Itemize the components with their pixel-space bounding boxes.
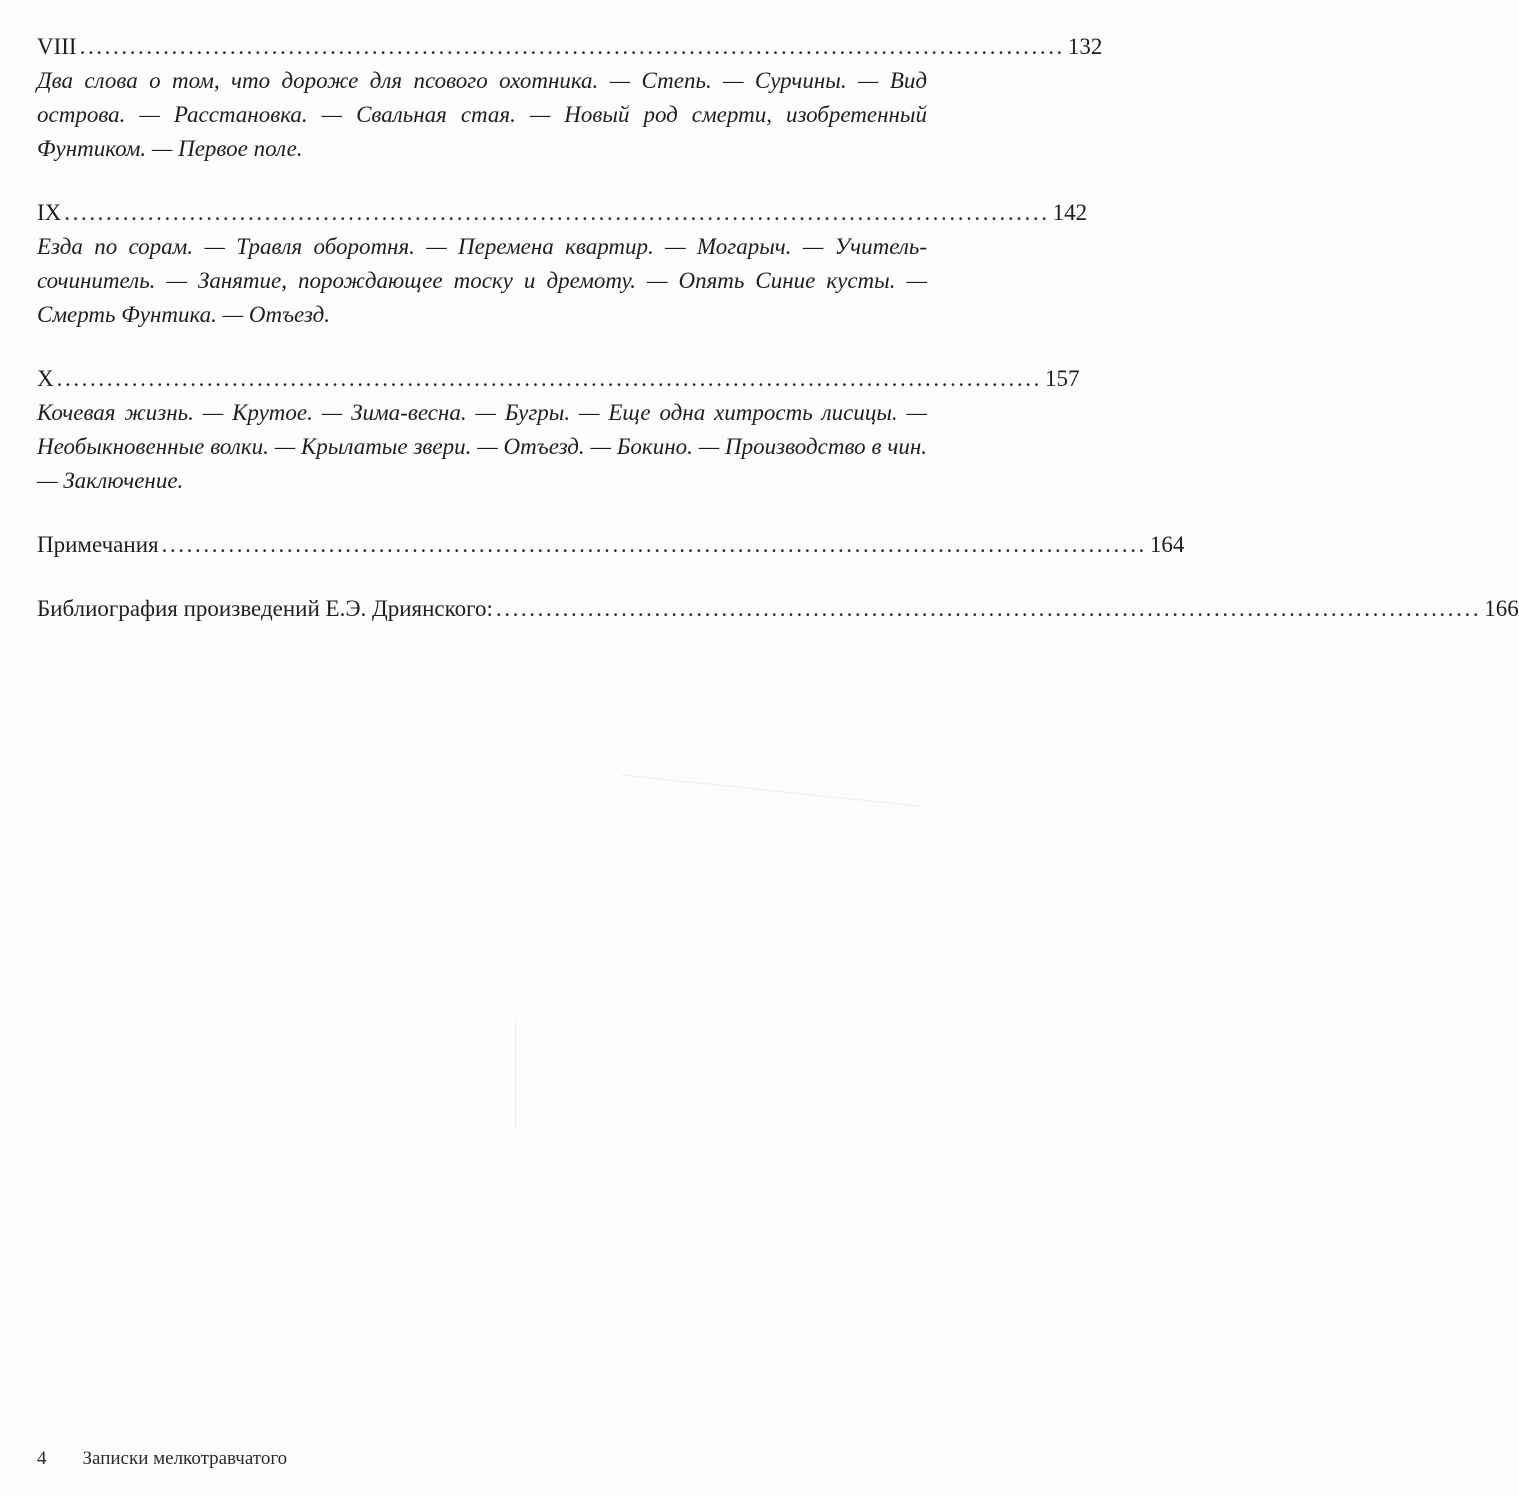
toc-entry-bibliography — [37, 592, 1519, 626]
toc-entry-label: Примечания — [37, 532, 159, 557]
toc-entry-page-number: 157 — [1044, 366, 1080, 391]
dot-leader: ...................................................................................................................... — [79, 34, 1065, 59]
toc-entry-description: Два слова о том, что дороже для псового охотника. — Степь. — Сурчины. — Вид острова. — Расстановка. — Свальная стая. — Новый род смерти, изобретенный Фунтиком. — Первое поле. — [37, 68, 927, 161]
dot-leader: ...................................................................................................................... — [56, 366, 1042, 391]
dot-leader: ...................................................................................................................... — [161, 532, 1147, 557]
toc-entry-label: Библиография произведений Е.Э. Дриянского: — [37, 596, 493, 621]
scan-artifact — [621, 774, 919, 806]
toc-entry-heading — [37, 30, 1103, 64]
toc-entry-viii — [37, 30, 1103, 166]
toc-entry-heading — [37, 362, 1080, 396]
table-of-contents — [37, 30, 1519, 626]
toc-entry-label: X — [37, 366, 54, 391]
toc-entry-description: Кочевая жизнь. — Крутое. — Зима-весна. — Бугры. — Еще одна хитрость лисицы. — Необыкновенные волки. — Крылатые звери. — Отъезд. — Бокино. — Производство в чин. — Заключение. — [37, 400, 927, 493]
toc-entry-label: VIII — [37, 34, 77, 59]
toc-entry-label: IX — [37, 200, 62, 225]
toc-entry-heading — [37, 528, 1185, 562]
toc-entry-description: Езда по сорам. — Травля оборотня. — Перемена квартир. — Могарыч. — Учитель-сочинитель. — Занятие, порождающее тоску и дремоту. — Опять Синие кусты. — Смерть Фунтика. — Отъезд. — [37, 234, 927, 327]
toc-entry-notes — [37, 528, 1185, 562]
toc-entry-page-number: 142 — [1052, 200, 1088, 225]
dot-leader: ...................................................................................................................... — [495, 596, 1482, 621]
dot-leader: ...................................................................................................................... — [64, 200, 1050, 225]
toc-entry-ix — [37, 196, 1088, 332]
toc-entry-x — [37, 362, 1080, 498]
toc-entry-page-number: 164 — [1149, 532, 1185, 557]
footer-page-number: 4 — [37, 1448, 47, 1469]
toc-entry-page-number: 166 — [1484, 596, 1519, 621]
toc-entry-page-number: 132 — [1067, 34, 1103, 59]
toc-entry-heading — [37, 196, 1088, 230]
scan-artifact — [515, 1020, 516, 1130]
footer-running-title: Записки мелкотравчатого — [82, 1448, 288, 1469]
page-footer — [37, 1444, 287, 1474]
toc-entry-heading — [37, 592, 1519, 626]
